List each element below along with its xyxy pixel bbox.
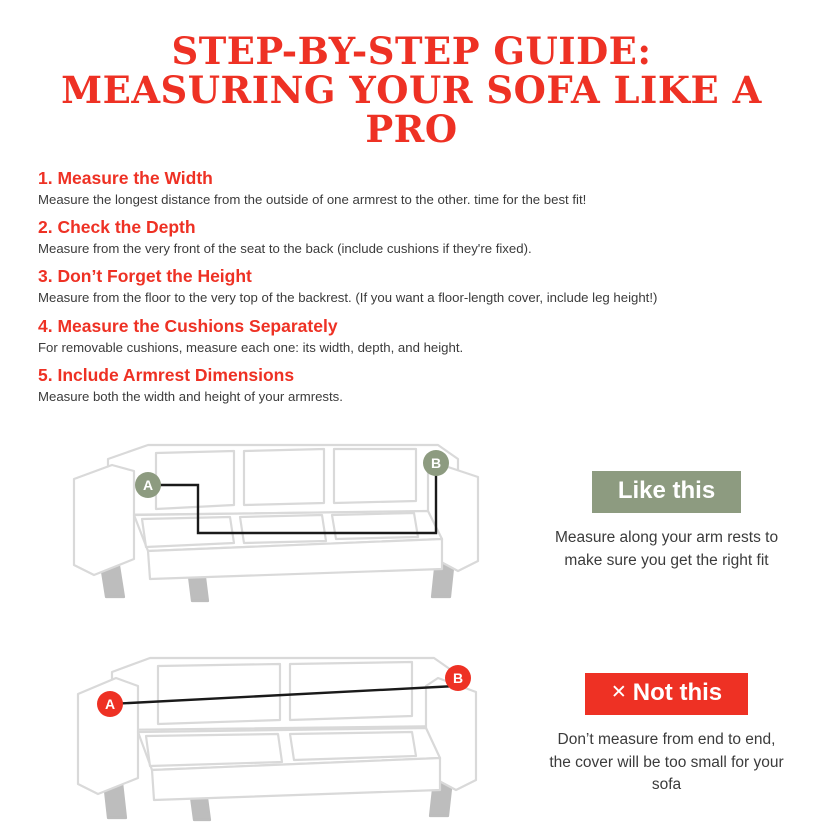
sofa-illustration-incorrect bbox=[38, 632, 538, 837]
status-badge-like-this bbox=[592, 471, 741, 513]
examples-section bbox=[38, 419, 785, 837]
step-item bbox=[38, 266, 785, 306]
step-body: Measure the longest distance from the outside of one armrest to the other. time for the best fit! bbox=[38, 191, 587, 207]
step-heading: 2. Check the Depth bbox=[38, 216, 196, 237]
badge-label: Like this bbox=[617, 476, 716, 504]
close-icon: ✕ bbox=[610, 681, 627, 703]
step-body: Measure both the width and height of your armrests. bbox=[38, 388, 343, 404]
example-caption-incorrect: Don’t measure from end to end, the cover will be too small for your sofa bbox=[549, 731, 784, 793]
example-panel-correct bbox=[38, 419, 785, 624]
step-item bbox=[38, 365, 785, 405]
step-heading: 5. Include Armrest Dimensions bbox=[38, 364, 295, 385]
step-body: Measure from the very front of the seat to the back (include cushions if they're fixed). bbox=[38, 241, 532, 257]
example-side-correct bbox=[538, 471, 785, 572]
step-body: For removable cushions, measure each one: its width, depth, and height. bbox=[38, 339, 464, 355]
title-line-1: STEP-BY-STEP GUIDE: bbox=[171, 29, 652, 73]
page-title bbox=[38, 29, 785, 152]
step-item bbox=[38, 168, 785, 208]
badge-label: Not this bbox=[632, 678, 723, 706]
sofa-illustration-correct bbox=[38, 419, 538, 624]
example-panel-incorrect bbox=[38, 632, 785, 837]
marker-a-label: A bbox=[142, 477, 154, 494]
marker-a-label: A bbox=[104, 696, 116, 713]
step-heading: 4. Measure the Cushions Separately bbox=[38, 315, 338, 336]
step-item bbox=[38, 316, 785, 356]
title-line-2: MEASURING YOUR SOFA LIKE A PRO bbox=[61, 68, 762, 152]
status-badge-not-this bbox=[585, 673, 748, 715]
sofa-diagram-incorrect-svg bbox=[38, 632, 538, 832]
example-caption-correct: Measure along your arm rests to make sure you get the right fit bbox=[554, 529, 779, 569]
steps-list bbox=[38, 168, 785, 405]
sofa-diagram-correct-svg bbox=[38, 419, 538, 619]
step-heading: 1. Measure the Width bbox=[38, 167, 213, 188]
marker-b-label: B bbox=[452, 670, 464, 687]
example-side-incorrect bbox=[538, 673, 785, 797]
step-body: Measure from the floor to the very top of the backrest. (If you want a floor-length cover, include leg height!) bbox=[38, 290, 658, 306]
step-item bbox=[38, 217, 785, 257]
step-heading: 3. Don’t Forget the Height bbox=[38, 266, 252, 287]
marker-b-label: B bbox=[430, 455, 442, 472]
